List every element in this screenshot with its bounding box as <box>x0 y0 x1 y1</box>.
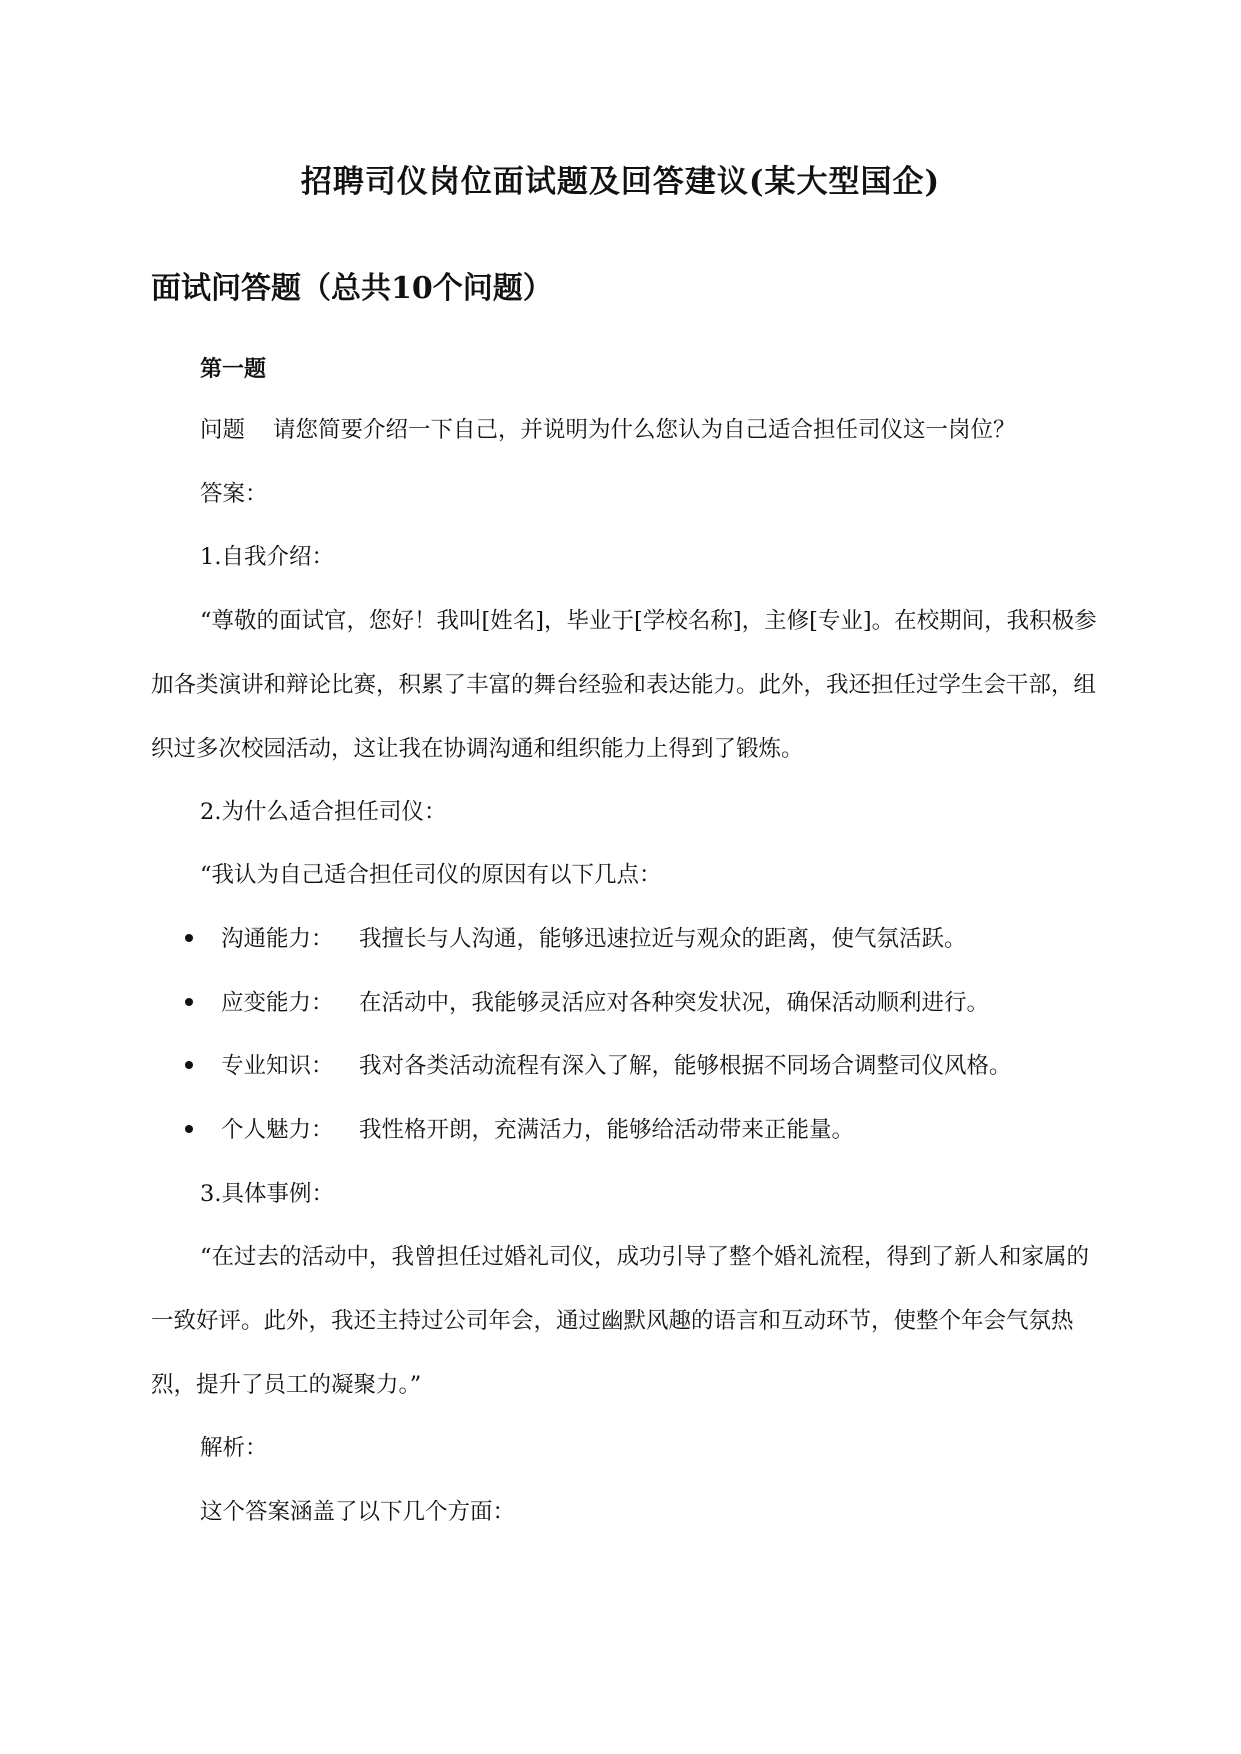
bullet-label: 沟通能力： <box>221 926 334 952</box>
analysis-label: 解析： <box>200 1435 268 1461</box>
bullet-label: 应变能力： <box>221 990 334 1016</box>
bullet-item <box>185 987 989 1019</box>
item3-paragraph: “在过去的活动中，我曾担任过婚礼司仪，成功引导了整个婚礼流程，得到了新人和家属的一致好评。此外，我还主持过公司年会，通过幽默风趣的语言和互动环节，使整个年会气氛热烈，提升了员工的凝聚力。” <box>151 1244 1090 1398</box>
item2-title: 2.为什么适合担任司仪： <box>200 799 447 825</box>
bullet-item <box>185 923 967 955</box>
question-text: 请您简要介绍一下自己，并说明为什么您认为自己适合担任司仪这一岗位？ <box>273 417 1016 443</box>
item1-title: 1.自我介绍： <box>200 544 334 570</box>
analysis-intro: 这个答案涵盖了以下几个方面： <box>200 1499 516 1525</box>
question-label: 问题 <box>200 417 246 443</box>
bullet-text: 我擅长与人沟通，能够迅速拉近与观众的距离，使气氛活跃。 <box>359 926 967 952</box>
question-heading: 第一题 <box>200 356 267 382</box>
bullet-dot-icon <box>185 1125 193 1133</box>
bullet-label: 个人魅力： <box>221 1117 334 1143</box>
bullet-item <box>185 1050 1012 1082</box>
item1-paragraph: “尊敬的面试官，您好！我叫[姓名]，毕业于[学校名称]，主修[专业]。在校期间，我积极参加各类演讲和辩论比赛，积累了丰富的舞台经验和表达能力。此外，我还担任过学生会干部，组织过多次校园活动，这让我在协调沟通和组织能力上得到了锻炼。 <box>151 608 1097 762</box>
question-line <box>200 414 1016 446</box>
bullet-dot-icon <box>185 998 193 1006</box>
bullet-text: 我性格开朗，充满活力，能够给活动带来正能量。 <box>359 1117 855 1143</box>
answer-label: 答案： <box>200 481 268 507</box>
bullet-item <box>185 1114 854 1146</box>
bullet-label: 专业知识： <box>221 1053 334 1079</box>
bullet-dot-icon <box>185 934 193 942</box>
bullet-dot-icon <box>185 1061 193 1069</box>
document-title: 招聘司仪岗位面试题及回答建议(某大型国企) <box>300 164 941 200</box>
item3-title: 3.具体事例： <box>200 1181 334 1207</box>
section-heading: 面试问答题（总共10个问题） <box>151 271 553 306</box>
item2-intro: “我认为自己适合担任司仪的原因有以下几点： <box>200 862 662 888</box>
bullet-text: 在活动中，我能够灵活应对各种突发状况，确保活动顺利进行。 <box>359 990 990 1016</box>
bullet-text: 我对各类活动流程有深入了解，能够根据不同场合调整司仪风格。 <box>359 1053 1012 1079</box>
